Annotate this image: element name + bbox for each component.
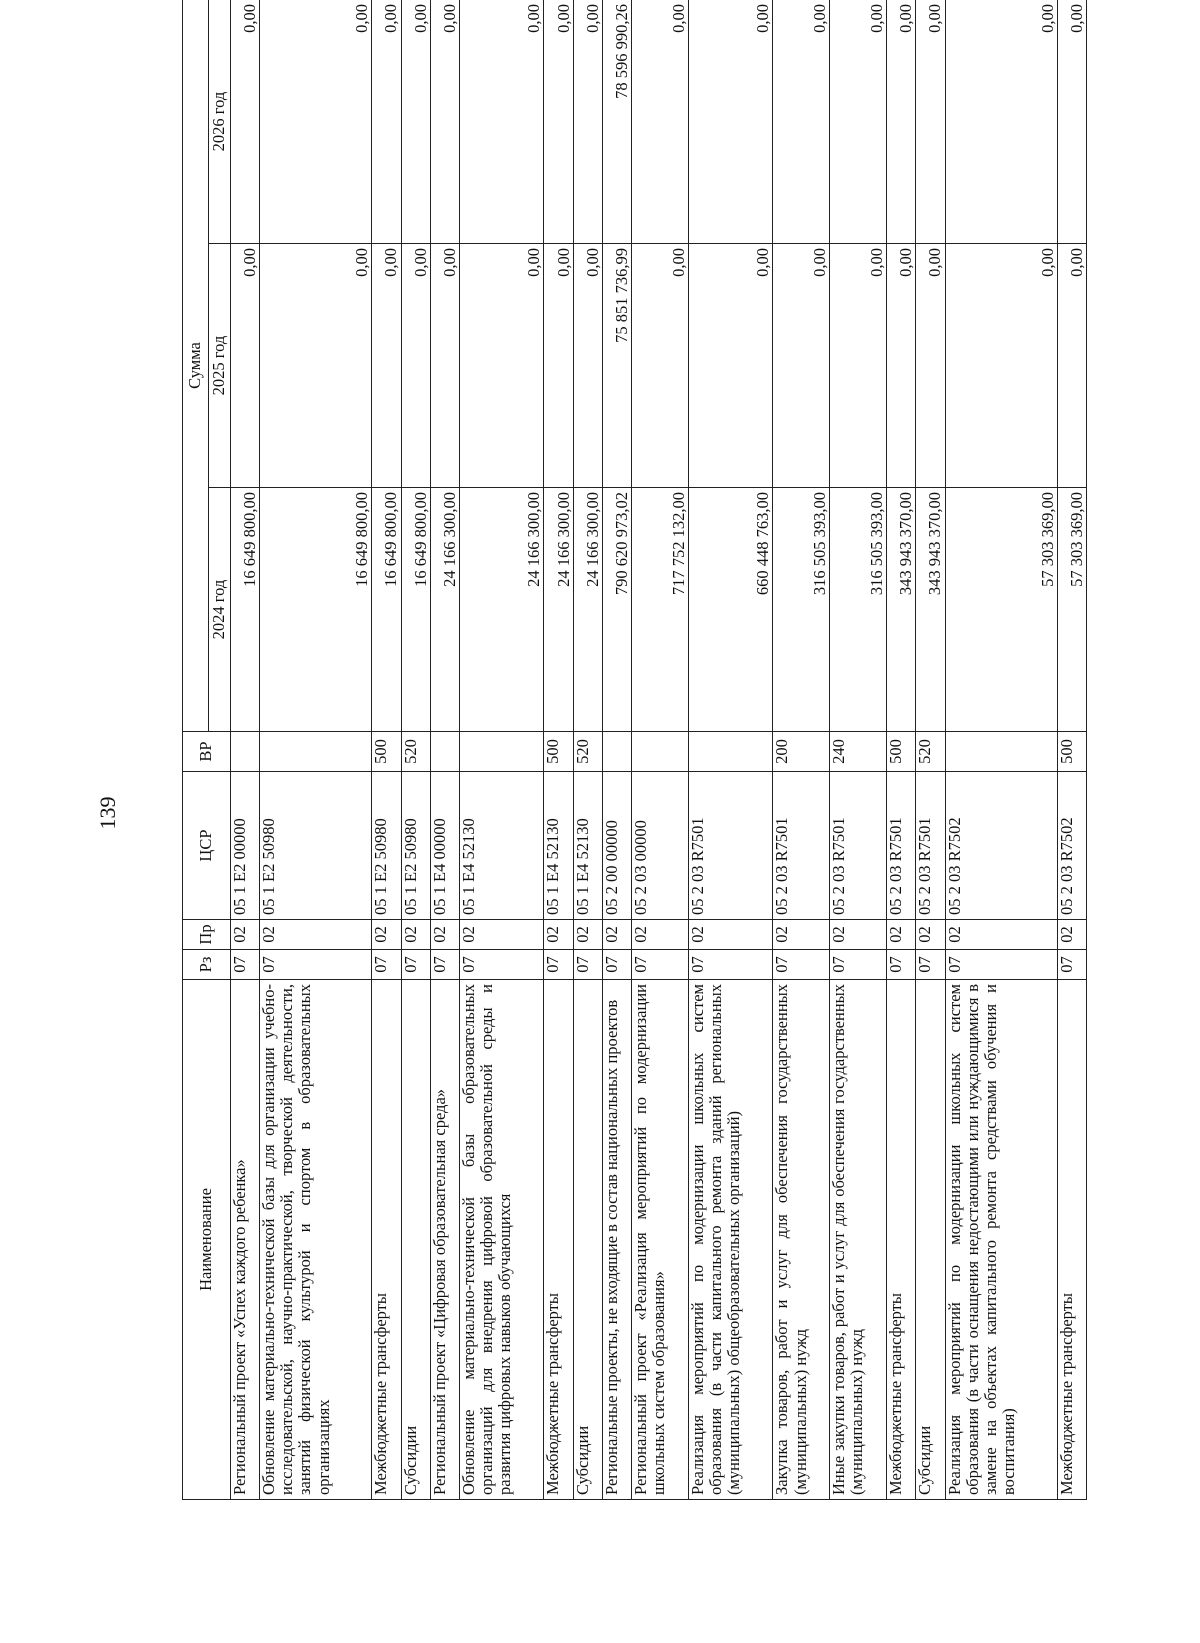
row-csr: 05 2 03 R7501 — [887, 772, 916, 920]
row-2024: 16 649 800,00 — [231, 488, 260, 732]
row-2024: 790 620 973,02 — [602, 488, 631, 732]
row-csr: 05 1 E4 52130 — [459, 772, 544, 920]
row-2025: 0,00 — [887, 244, 916, 488]
row-csr: 05 2 03 R7501 — [773, 772, 830, 920]
row-csr: 05 1 E2 00000 — [231, 772, 260, 920]
row-rz: 07 — [632, 950, 689, 980]
row-2026: 0,00 — [544, 0, 573, 244]
row-csr: 05 1 E4 00000 — [430, 772, 459, 920]
row-csr: 05 2 03 R7501 — [830, 772, 887, 920]
row-2024: 24 166 300,00 — [459, 488, 544, 732]
row-rz: 07 — [459, 950, 544, 980]
row-name: Реализация мероприятий по модернизации школьных систем образования (в части капитального ремонта зданий региональных (муниципальных) общеобразовательных организаций) — [688, 980, 773, 1500]
row-2026: 0,00 — [231, 0, 260, 244]
row-2024: 24 166 300,00 — [573, 488, 602, 732]
row-2025: 0,00 — [372, 244, 401, 488]
row-2024: 660 448 763,00 — [688, 488, 773, 732]
row-2025: 0,00 — [945, 244, 1057, 488]
row-name: Реализация мероприятий по модернизации школьных систем образования (в части оснащения недостающими или нуждающимися в замене на объектах капитального ремонта средствами обучения и воспитания) — [945, 980, 1057, 1500]
table-row — [887, 0, 916, 1500]
header-csr: ЦСР — [183, 772, 231, 920]
row-pr: 02 — [372, 920, 401, 950]
row-name: Иные закупки товаров, работ и услуг для обеспечения государственных (муниципальных) нужд — [830, 980, 887, 1500]
row-2024: 343 943 370,00 — [916, 488, 945, 732]
row-pr: 02 — [916, 920, 945, 950]
row-rz: 07 — [544, 950, 573, 980]
row-name: Межбюджетные трансферты — [887, 980, 916, 1500]
row-vr — [260, 732, 372, 772]
row-2024: 343 943 370,00 — [887, 488, 916, 732]
header-sum: Сумма — [183, 0, 209, 732]
row-rz: 07 — [573, 950, 602, 980]
row-name: Межбюджетные трансферты — [544, 980, 573, 1500]
row-pr: 02 — [260, 920, 372, 950]
row-2026: 0,00 — [430, 0, 459, 244]
row-csr: 05 2 03 R7502 — [1057, 772, 1086, 920]
row-vr — [945, 732, 1057, 772]
row-rz: 07 — [688, 950, 773, 980]
row-pr: 02 — [401, 920, 430, 950]
header-pr: Пр — [183, 920, 231, 950]
row-2025: 0,00 — [544, 244, 573, 488]
row-vr — [459, 732, 544, 772]
row-vr: 500 — [887, 732, 916, 772]
row-vr: 200 — [773, 732, 830, 772]
row-2024: 16 649 800,00 — [401, 488, 430, 732]
table-row — [602, 0, 631, 1500]
row-name: Субсидии — [573, 980, 602, 1500]
row-vr: 500 — [372, 732, 401, 772]
row-2026: 0,00 — [887, 0, 916, 244]
row-2025: 0,00 — [573, 244, 602, 488]
table-row — [945, 0, 1057, 1500]
row-pr: 02 — [688, 920, 773, 950]
row-name: Региональный проект «Успех каждого ребенка» — [231, 980, 260, 1500]
row-pr: 02 — [573, 920, 602, 950]
row-name: Межбюджетные трансферты — [372, 980, 401, 1500]
row-2024: 316 505 393,00 — [773, 488, 830, 732]
row-2026: 0,00 — [773, 0, 830, 244]
row-csr: 05 1 E4 52130 — [544, 772, 573, 920]
row-rz: 07 — [401, 950, 430, 980]
row-csr: 05 1 E4 52130 — [573, 772, 602, 920]
table-row — [430, 0, 459, 1500]
row-vr: 520 — [401, 732, 430, 772]
row-name: Субсидии — [401, 980, 430, 1500]
row-2024: 24 166 300,00 — [430, 488, 459, 732]
row-pr: 02 — [773, 920, 830, 950]
row-vr — [430, 732, 459, 772]
row-2026: 0,00 — [459, 0, 544, 244]
row-name: Обновление материально-технической базы образовательных организаций для внедрения цифровой образовательной среды и развития цифровых навыков обучающихся — [459, 980, 544, 1500]
row-2024: 717 752 132,00 — [632, 488, 689, 732]
row-pr: 02 — [602, 920, 631, 950]
row-2025: 0,00 — [260, 244, 372, 488]
row-pr: 02 — [632, 920, 689, 950]
row-vr: 240 — [830, 732, 887, 772]
row-2025: 0,00 — [688, 244, 773, 488]
row-2024: 24 166 300,00 — [544, 488, 573, 732]
header-name: Наименование — [183, 980, 231, 1500]
row-2026: 0,00 — [830, 0, 887, 244]
row-2025: 0,00 — [459, 244, 544, 488]
row-2025: 75 851 736,99 — [602, 244, 631, 488]
table-row — [401, 0, 430, 1500]
row-2026: 0,00 — [632, 0, 689, 244]
table-row — [688, 0, 773, 1500]
header-2026: 2026 год — [209, 0, 231, 244]
row-2025: 0,00 — [916, 244, 945, 488]
row-2024: 316 505 393,00 — [830, 488, 887, 732]
row-2026: 0,00 — [401, 0, 430, 244]
table-row — [830, 0, 887, 1500]
table-row — [459, 0, 544, 1500]
row-vr: 500 — [1057, 732, 1086, 772]
row-csr: 05 2 03 R7501 — [688, 772, 773, 920]
row-pr: 02 — [945, 920, 1057, 950]
row-name: Межбюджетные трансферты — [1057, 980, 1086, 1500]
row-csr: 05 2 03 R7501 — [916, 772, 945, 920]
row-2026: 0,00 — [688, 0, 773, 244]
row-2024: 16 649 800,00 — [372, 488, 401, 732]
row-name: Региональный проект «Реализация мероприятий по модернизации школьных систем образования» — [632, 980, 689, 1500]
row-2024: 16 649 800,00 — [260, 488, 372, 732]
row-vr: 500 — [544, 732, 573, 772]
row-2025: 0,00 — [632, 244, 689, 488]
row-name: Региональный проект «Цифровая образовательная среда» — [430, 980, 459, 1500]
row-2025: 0,00 — [231, 244, 260, 488]
row-2025: 0,00 — [1057, 244, 1086, 488]
table-body — [231, 0, 1087, 1500]
page-number: 139 — [95, 796, 120, 830]
row-vr — [602, 732, 631, 772]
row-vr — [632, 732, 689, 772]
row-csr: 05 1 E2 50980 — [260, 772, 372, 920]
row-2025: 0,00 — [430, 244, 459, 488]
row-pr: 02 — [430, 920, 459, 950]
row-name: Закупка товаров, работ и услуг для обеспечения государственных (муниципальных) нужд — [773, 980, 830, 1500]
table-row — [773, 0, 830, 1500]
header-rz: Рз — [183, 950, 231, 980]
row-rz: 07 — [945, 950, 1057, 980]
row-csr: 05 1 E2 50980 — [372, 772, 401, 920]
table-row — [573, 0, 602, 1500]
row-csr: 05 1 E2 50980 — [401, 772, 430, 920]
row-pr: 02 — [887, 920, 916, 950]
table-row — [372, 0, 401, 1500]
row-pr: 02 — [459, 920, 544, 950]
row-csr: 05 2 03 00000 — [632, 772, 689, 920]
row-2026: 0,00 — [372, 0, 401, 244]
row-2025: 0,00 — [401, 244, 430, 488]
row-name: Обновление материально-технической базы для организации учебно-исследовательской, научно-практической, творческой деятельности, занятий физической культурой и спортом в образовательных организациях — [260, 980, 372, 1500]
row-vr: 520 — [916, 732, 945, 772]
row-2025: 0,00 — [830, 244, 887, 488]
row-csr: 05 2 03 R7502 — [945, 772, 1057, 920]
row-csr: 05 2 00 00000 — [602, 772, 631, 920]
row-2024: 57 303 369,00 — [1057, 488, 1086, 732]
row-rz: 07 — [372, 950, 401, 980]
row-rz: 07 — [773, 950, 830, 980]
row-pr: 02 — [231, 920, 260, 950]
row-rz: 07 — [830, 950, 887, 980]
rotated-table-container — [182, 0, 1087, 1500]
table-row — [260, 0, 372, 1500]
row-rz: 07 — [1057, 950, 1086, 980]
row-pr: 02 — [830, 920, 887, 950]
row-name: Субсидии — [916, 980, 945, 1500]
row-name: Региональные проекты, не входящие в состав национальных проектов — [602, 980, 631, 1500]
row-2024: 57 303 369,00 — [945, 488, 1057, 732]
table-row — [1057, 0, 1086, 1500]
row-vr — [688, 732, 773, 772]
row-2025: 0,00 — [773, 244, 830, 488]
header-2025: 2025 год — [209, 244, 231, 488]
row-2026: 0,00 — [945, 0, 1057, 244]
row-pr: 02 — [1057, 920, 1086, 950]
table-row — [544, 0, 573, 1500]
table-row — [632, 0, 689, 1500]
row-2026: 0,00 — [916, 0, 945, 244]
header-vr: ВР — [183, 732, 231, 772]
table-row — [916, 0, 945, 1500]
row-rz: 07 — [231, 950, 260, 980]
table-row — [231, 0, 260, 1500]
row-rz: 07 — [887, 950, 916, 980]
row-rz: 07 — [916, 950, 945, 980]
row-pr: 02 — [544, 920, 573, 950]
row-rz: 07 — [602, 950, 631, 980]
row-2026: 0,00 — [1057, 0, 1086, 244]
row-2026: 0,00 — [260, 0, 372, 244]
row-2026: 78 596 990,26 — [602, 0, 631, 244]
header-2024: 2024 год — [209, 488, 231, 732]
row-vr — [231, 732, 260, 772]
row-vr: 520 — [573, 732, 602, 772]
row-rz: 07 — [260, 950, 372, 980]
row-rz: 07 — [430, 950, 459, 980]
row-2026: 0,00 — [573, 0, 602, 244]
budget-table — [182, 0, 1087, 1500]
